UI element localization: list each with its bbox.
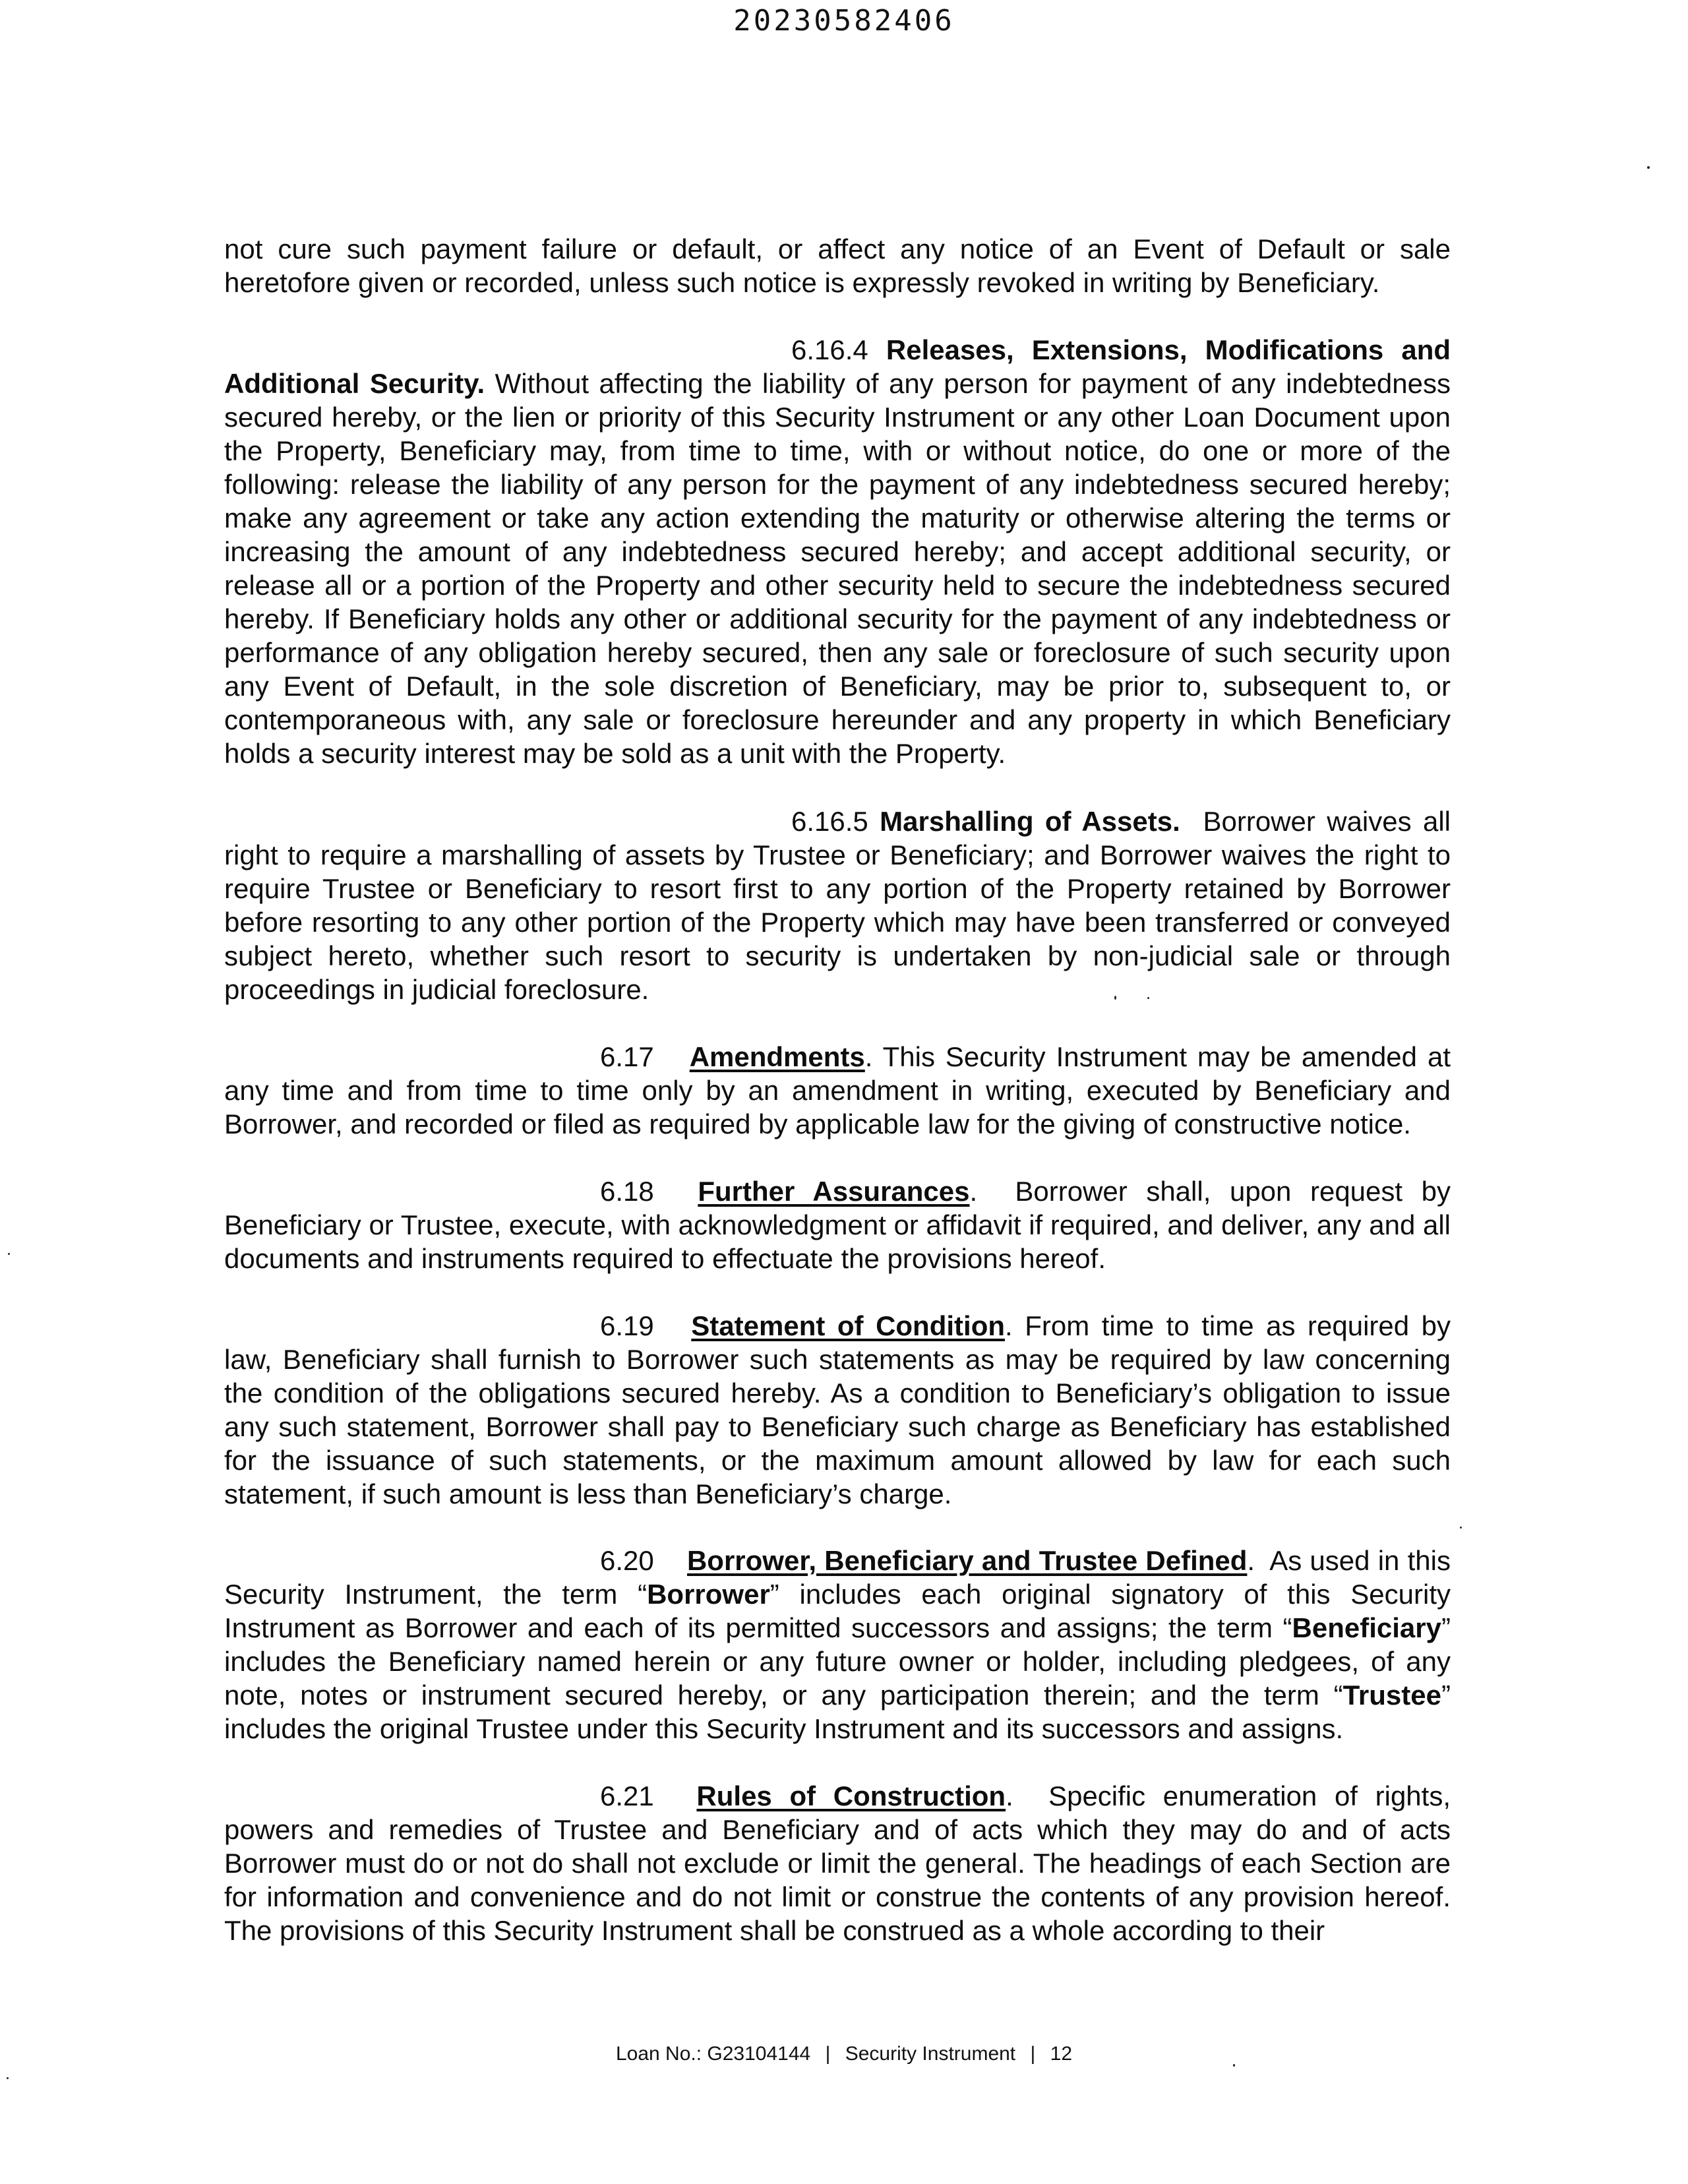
scan-speck [1147, 997, 1149, 999]
section-number: 6.17 [600, 1041, 654, 1072]
defined-term-beneficiary: Beneficiary [1292, 1612, 1441, 1643]
section-number: 6.20 [600, 1545, 654, 1576]
scan-speck [7, 2077, 9, 2079]
section-heading: Amendments [689, 1041, 865, 1072]
section-heading: Further Assurances [698, 1176, 970, 1207]
section-number: 6.16.4 [791, 334, 868, 365]
section-text: This Security Instrument may be amended at any time and from time to time only by an amendment in writing, executed by Beneficiary and Borrower, and recorded or filed as required by applicable law for the giving of constructive notice. [224, 1041, 1451, 1139]
section-text: Borrower waives all right to require a marshalling of assets by Trustee or Beneficiary; and Borrower waives the right to require Trustee or Beneficiary to resort first to any portion of the Property retained by Borrower before resorting to any other portion of the Property which may have been transferred or conveyed subject hereto, whether such resort to security is undertaken by non-judicial sale or through proceedings in judicial foreclosure. [224, 806, 1451, 1005]
section-number: 6.19 [600, 1310, 654, 1341]
section-text-part: ” includes the original Trustee under this Security Instrument and its successors and assigns. [224, 1680, 1451, 1744]
section-6-20: 6.20 Borrower, Beneficiary and Trustee Defined. As used in this Security Instrument, the term “Borrower” includes each original signatory of this Security Instrument as Borrower and each of its permitted successors and assigns; the term “Beneficiary” includes the Beneficiary named herein or any future owner or holder, including pledgees, of any note, notes or instrument secured hereby, or any participation therein; and the term “Trustee” includes the original Trustee under this Security Instrument and its successors and assigns. [224, 1545, 1451, 1744]
section-6-19: 6.19 Statement of Condition. From time to time as required by law, Beneficiary shall furnish to Borrower such statements as may be required by law concerning the condition of the obligations secured hereby. As a condition to Beneficiary’s obligation to issue any such statement, Borrower shall pay to Beneficiary such charge as Beneficiary has established for the issuance of such statements, or the maximum amount allowed by law for each such statement, if such amount is less than Beneficiary’s charge. [224, 1310, 1451, 1509]
scan-speck [1647, 166, 1650, 169]
loan-number: Loan No.: G23104144 [615, 2043, 811, 2065]
recording-number: 20230582406 [733, 4, 955, 38]
scan-speck [8, 1253, 10, 1255]
section-number: 6.21 [600, 1780, 654, 1811]
scan-speck [1460, 1527, 1462, 1529]
document-title: Security Instrument [845, 2043, 1016, 2065]
section-6-16-4: 6.16.4 Releases, Extensions, Modifications and Additional Security. Without affecting the liability of any person for payment of any indebtedness secured hereby, or the lien or priority of this Security Instrument or any other Loan Document upon the Property, Beneficiary may, from time to time, with or without notice, do one or more of the following: release the liability of any person for the payment of any indebtedness secured hereby; make any agreement or take any action extending the maturity or otherwise altering the terms or increasing the amount of any indebtedness secured hereby; and accept additional security, or release all or a portion of the Property and other security held to secure the indebtedness secured hereby. If Beneficiary holds any other or additional security for the payment of any indebtedness or performance of any obligation hereby secured, then any sale or foreclosure of such security upon any Event of Default, in the sole discretion of Beneficiary, may be prior to, subsequent to, or contemporaneous with, any sale or foreclosure hereunder and any property in which Beneficiary holds a security interest may be sold as a unit with the Property. [224, 334, 1451, 769]
section-text: From time to time as required by law, Beneficiary shall furnish to Borrower such statements as may be required by law concerning the condition of the obligations secured hereby. As a condition to Beneficiary’s obligation to issue any such statement, Borrower shall pay to Beneficiary such charge as Beneficiary has established for the issuance of such statements, or the maximum amount allowed by law for each such statement, if such amount is less than Beneficiary’s charge. [224, 1310, 1451, 1509]
section-text: Borrower shall, upon request by Beneficiary or Trustee, execute, with acknowledgment or affidavit if required, and deliver, any and all documents and instruments required to effectuate the provisions hereof. [224, 1176, 1451, 1274]
section-text: Without affecting the liability of any person for payment of any indebtedness secured hereby, or the lien or priority of this Security Instrument or any other Loan Document upon the Property, Beneficiary may, from time to time, with or without notice, do one or more of the following: release the liability of any person for the payment of any indebtedness secured hereby; make any agreement or take any action extending the maturity or otherwise altering the terms or increasing the amount of any indebtedness secured hereby; and accept additional security, or release all or a portion of the Property and other security held to secure the indebtedness secured hereby. If Beneficiary holds any other or additional security for the payment of any indebtedness or performance of any obligation hereby secured, then any sale or foreclosure of such security upon any Event of Default, in the sole discretion of Beneficiary, may be prior to, subsequent to, or contemporaneous with, any sale or foreclosure hereunder and any property in which Beneficiary holds a security interest may be sold as a unit with the Property. [224, 368, 1451, 769]
section-text: Specific enumeration of rights, powers and remedies of Trustee and Beneficiary and of acts which they may do and of acts Borrower must do or not do shall not exclude or limit the general. The headings of each Section are for information and convenience and do not limit or construe the contents of any provision hereof. The provisions of this Security Instrument shall be construed as a whole according to their [224, 1780, 1451, 1946]
section-number: 6.16.5 [791, 806, 868, 837]
section-number: 6.18 [600, 1176, 654, 1207]
section-text-part: As used in this Security Instrument, the term “ [224, 1545, 1451, 1610]
scan-speck [1114, 996, 1116, 1000]
section-6-21: 6.21 Rules of Construction. Specific enumeration of rights, powers and remedies of Trustee and Beneficiary and of acts which they may do and of acts Borrower must do or not do shall not exclude or limit the general. The headings of each Section are for information and convenience and do not limit or construe the contents of any provision hereof. The provisions of this Security Instrument shall be construed as a whole according to their [224, 1780, 1451, 1946]
section-6-17: 6.17 Amendments. This Security Instrument may be amended at any time and from time to time only by an amendment in writing, executed by Beneficiary and Borrower, and recorded or filed as required by applicable law for the giving of constructive notice. [224, 1041, 1451, 1139]
section-heading: Marshalling of Assets [880, 806, 1173, 837]
section-text-part: ” includes each original signatory of this Security Instrument as Borrower and each of its permitted successors and assigns; the term “ [224, 1579, 1451, 1643]
section-text-part: ” includes the Beneficiary named herein or any future owner or holder, including pledgees, of any note, notes or instrument secured hereby, or any participation therein; and the term “ [224, 1612, 1451, 1711]
section-heading: Borrower, Beneficiary and Trustee Defined [686, 1545, 1248, 1576]
footer-separator: | [1030, 2043, 1036, 2065]
section-heading: Rules of Construction [696, 1780, 1006, 1811]
footer-separator: | [825, 2043, 831, 2065]
paragraph-text: not cure such payment failure or default, or affect any notice of an Event of Default or sale heretofore given or recorded, unless such notice is expressly revoked in writing by Beneficiary. [224, 233, 1451, 298]
scan-speck [1233, 2064, 1235, 2067]
section-6-16-5: 6.16.5 Marshalling of Assets. Borrower waives all right to require a marshalling of assets by Trustee or Beneficiary; and Borrower waives the right to require Trustee or Beneficiary to resort first to any portion of the Property retained by Borrower before resorting to any other portion of the Property which may have been transferred or conveyed subject hereto, whether such resort to security is undertaken by non-judicial sale or through proceedings in judicial foreclosure. [224, 806, 1451, 1005]
defined-term-borrower: Borrower [647, 1579, 770, 1610]
page-number: 12 [1050, 2043, 1073, 2065]
section-heading: Statement of Condition [691, 1310, 1006, 1341]
page-footer [0, 2043, 1688, 2065]
section-6-18: 6.18 Further Assurances. Borrower shall, upon request by Beneficiary or Trustee, execute, with acknowledgment or affidavit if required, and deliver, any and all documents and instruments required to effectuate the provisions hereof. [224, 1176, 1451, 1274]
defined-term-trustee: Trustee [1342, 1680, 1441, 1711]
section-heading: Releases, Extensions, Modifications and Additional Security [224, 334, 1451, 399]
paragraph-continuation [224, 232, 1451, 299]
